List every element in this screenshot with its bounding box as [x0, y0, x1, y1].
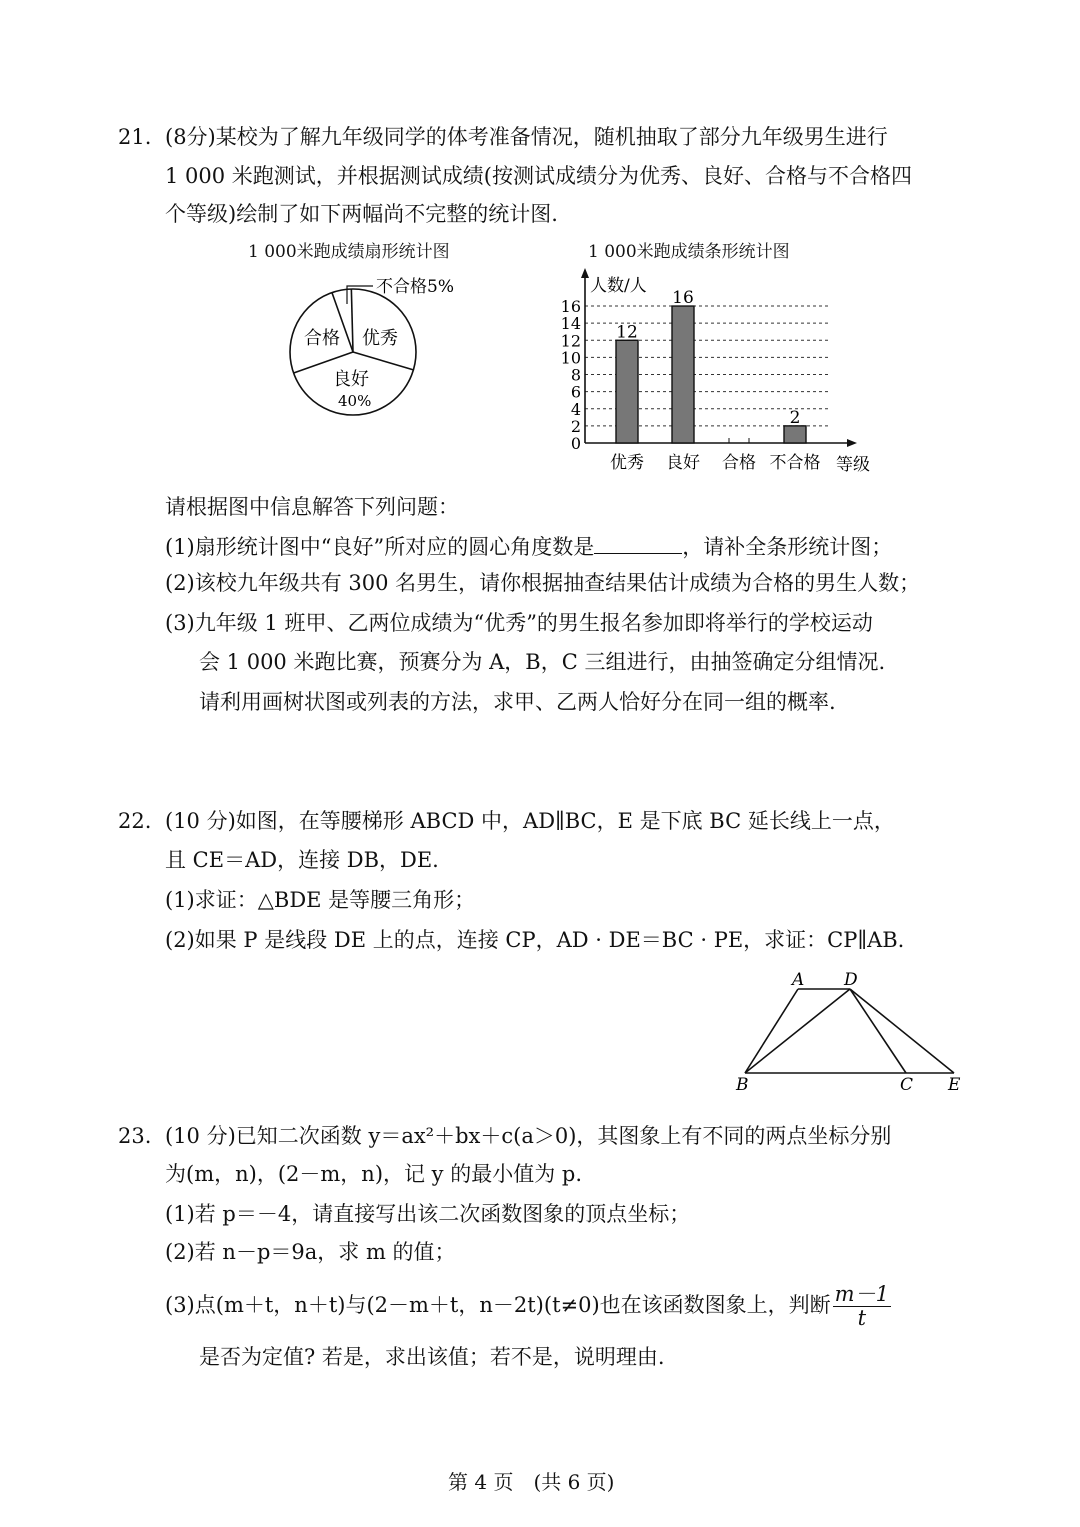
y-tick-label: 14 [560, 314, 581, 334]
y-tick-label: 6 [570, 382, 581, 402]
x-category-label: 良好 [666, 453, 700, 473]
answer-blank[interactable] [594, 535, 682, 554]
pie-label-lianghao-percent: 40% [338, 392, 372, 410]
q21-sub1-text-b: ，请补全条形统计图； [682, 535, 893, 559]
bar-优秀 [616, 340, 638, 443]
bar-不合格 [784, 426, 806, 443]
q21-line: 1 000 米跑测试，并根据测试成绩(按测试成绩分为优秀、良好、合格与不合格四 [165, 164, 912, 188]
q21-sub1-text: (1)扇形统计图中“良好”所对应的圆心角度数是 [165, 535, 595, 559]
q22-line: 且 CE＝AD，连接 DB，DE. [165, 848, 439, 872]
q21-prompt: 请根据图中信息解答下列问题： [165, 495, 459, 519]
pie-label-buhege: 不合格5% [376, 277, 454, 297]
q23-sub3-cont: 是否为定值? 若是，求出该值；若不是，说明理由. [199, 1345, 665, 1369]
x-category-label: 优秀 [610, 453, 644, 473]
y-tick-label: 16 [560, 297, 581, 317]
bar-chart-title: 1 000米跑成绩条形统计图 [588, 242, 790, 262]
bar-ylabel: 人数/人 [590, 276, 647, 296]
pie-slice-优秀 [351, 289, 353, 352]
y-tick-label: 12 [560, 331, 581, 351]
point-d-label: D [844, 970, 858, 990]
bar-value-label: 12 [616, 322, 638, 343]
q22-line: (10 分)如图，在等腰梯形 ABCD 中，AD∥BC，E 是下底 BC 延长线上一点， [165, 809, 895, 833]
q23-sub3 [165, 1283, 891, 1330]
bar-chart [540, 265, 900, 480]
pie-chart [270, 270, 490, 430]
q21-sub2: (2)该校九年级共有 300 名男生，请你根据抽查结果估计成绩为合格的男生人数； [165, 571, 921, 595]
q23-line: (10 分)已知二次函数 y＝ax²＋bx＋c(a＞0)，其图象上有不同的两点坐标分别 [165, 1124, 892, 1148]
fraction [833, 1283, 891, 1330]
point-c-label: C [900, 1075, 914, 1095]
pie-chart-title: 1 000米跑成绩扇形统计图 [248, 242, 450, 262]
q21-sub3: 会 1 000 米跑比赛，预赛分为 A，B，C 三组进行，由抽签确定分组情况. [199, 650, 886, 674]
pie-slice-良好 [353, 352, 413, 370]
q23-line: 为(m，n)，(2－m，n)，记 y 的最小值为 p. [165, 1162, 583, 1186]
q21-sub3: 请利用画树状图或列表的方法，求甲、乙两人恰好分在同一组的概率. [199, 690, 836, 714]
page-footer: 第 4 页 (共 6 页) [448, 1470, 615, 1494]
fraction-denominator: t [857, 1306, 867, 1331]
q23-sub2: (2)若 n－p＝9a，求 m 的值； [165, 1240, 456, 1264]
y-axis-arrow [581, 268, 589, 278]
q22-number: 22. [118, 809, 152, 833]
q21-sub1 [165, 535, 892, 558]
q22-sub2: (2)如果 P 是线段 DE 上的点，连接 CP，AD · DE＝BC · PE，求证：CP∥AB. [165, 928, 905, 952]
q23-sub3-text: (3)点(m＋t，n＋t)与(2－m＋t，n－2t)(t≠0)也在该函数图象上，判断 [165, 1293, 831, 1318]
q21-sub3: (3)九年级 1 班甲、乙两位成绩为“优秀”的男生报名参加即将举行的学校运动 [165, 611, 873, 635]
q21-line: (8分)某校为了解九年级同学的体考准备情况，随机抽取了部分九年级男生进行 [165, 125, 888, 149]
q23-number: 23. [118, 1124, 152, 1148]
bar-良好 [672, 306, 694, 443]
y-tick-label: 4 [570, 399, 581, 419]
bar-value-label: 16 [672, 288, 694, 309]
trapezoid-diagram [730, 965, 970, 1095]
point-b-label: B [736, 1075, 749, 1095]
x-axis-arrow [847, 439, 857, 447]
y-tick-label: 10 [560, 348, 581, 368]
y-tick-label: 2 [570, 416, 581, 436]
q21-line: 个等级)绘制了如下两幅尚不完整的统计图. [165, 202, 558, 226]
point-e-label: E [948, 1075, 961, 1095]
y-tick-label: 0 [570, 434, 581, 453]
pie-label-hege: 合格 [304, 328, 340, 349]
bar-xlabel: 等级 [836, 455, 870, 475]
q21-number: 21. [118, 125, 152, 149]
fraction-numerator: m－1 [834, 1282, 889, 1306]
pie-label-lianghao: 良好 [333, 369, 369, 390]
point-a-label: A [792, 970, 805, 990]
q22-sub1: (1)求证：△BDE 是等腰三角形； [165, 888, 476, 912]
pie-label-youxiu: 优秀 [362, 328, 398, 349]
y-tick-label: 8 [570, 365, 581, 385]
x-category-label: 合格 [722, 453, 756, 473]
x-category-label: 不合格 [769, 453, 821, 473]
bar-value-label: 2 [789, 407, 801, 428]
q23-sub1: (1)若 p＝－4，请直接写出该二次函数图象的顶点坐标； [165, 1202, 691, 1226]
